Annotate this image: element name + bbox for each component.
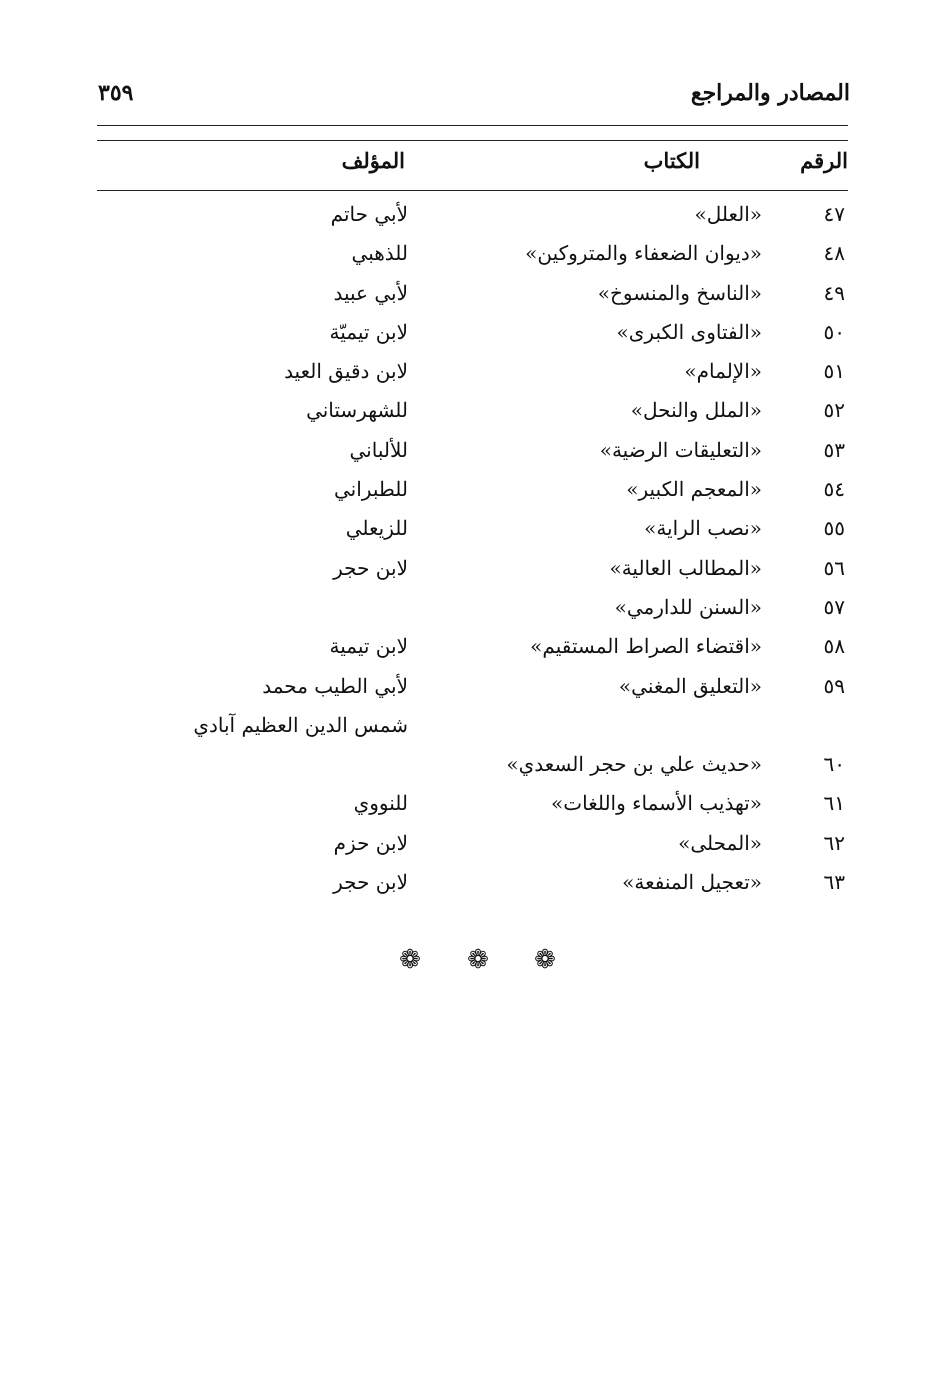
author-name [330,634,408,673]
author-name [331,202,408,241]
table-header-rule [97,190,848,191]
author-name [330,320,408,359]
row-number: ٦٣ [823,870,845,895]
row-number: ٥٨ [823,634,845,659]
book-title: «المعجم الكبير» [626,477,762,502]
book-title: «الفتاوى الكبرى» [616,319,762,344]
row-number: ٥١ [823,359,845,384]
author-name [354,791,408,830]
row-number: ٦١ [823,791,845,816]
table-row [97,473,848,512]
table-row [97,552,848,591]
table-row [97,237,848,276]
table-top-rule [97,140,848,141]
table-row [97,394,848,433]
author-name [333,556,408,595]
author-line: لابن حجر [333,555,408,580]
table-row [97,670,848,749]
row-number: ٥٧ [823,594,845,619]
book-title: «المطالب العالية» [609,555,762,580]
author-line: للزيعلي [345,516,408,541]
book-title: «نصب الراية» [644,516,762,541]
book-title: «ديوان الضعفاء والمتروكين» [525,241,762,266]
book-title: «السنن للدارمي» [614,594,762,619]
author-line: لأبي عبيد [333,280,408,305]
author-name [333,870,408,909]
row-number: ٥٥ [823,516,845,541]
author-line: لابن تيمية [329,634,408,659]
floral-ornament-icon: ❁ [534,945,556,975]
author-name [333,281,408,320]
row-number: ٤٩ [823,280,845,305]
author-name [350,438,409,477]
author-line: للطبراني [334,477,408,502]
column-header-author: المؤلف [341,148,405,173]
row-number: ٥٦ [823,555,845,580]
table-row [97,591,848,630]
column-header-number: الرقم [800,148,848,173]
row-number: ٥٢ [823,398,845,423]
table-row [97,198,848,237]
author-line: لأبي حاتم [330,202,408,226]
table-row [97,787,848,826]
table-row [97,748,848,787]
book-title: «الملل والنحل» [630,398,762,423]
row-number: ٥٩ [823,673,845,698]
book-title: «التعليقات الرضية» [599,437,762,462]
author-name [334,477,408,516]
table-row [97,512,848,551]
table-row [97,316,848,355]
author-line: لابن تيميّة [329,319,408,344]
author-name [334,831,408,870]
author-line: لابن حزم [333,830,408,855]
table-row [97,355,848,394]
author-name [193,674,408,753]
row-number: ٤٨ [823,241,845,266]
table-row [97,434,848,473]
author-line: للألباني [349,437,408,462]
author-line: للشهرستاني [306,398,408,423]
row-number: ٦٠ [823,752,845,777]
row-number: ٥٠ [823,319,845,344]
header-rule [97,125,848,126]
book-title: «الإلمام» [684,359,762,384]
author-line: للذهبي [351,241,408,266]
author-name [306,398,408,437]
book-title: «العلل» [694,202,762,226]
book-title: «اقتضاء الصراط المستقيم» [530,634,762,659]
author-line: لابن حجر [333,870,408,895]
book-title: «حديث علي بن حجر السعدي» [506,752,762,777]
author-name [352,241,408,280]
author-line: لابن دقيق العيد [284,359,408,384]
table-row [97,277,848,316]
floral-ornament-icon: ❁ [399,945,421,975]
table-row [97,866,848,905]
book-title: «الناسخ والمنسوخ» [597,280,762,305]
row-number: ٥٣ [823,437,845,462]
page-number: ٣٥٩ [98,80,134,106]
author-name [284,359,408,398]
column-header-book: الكتاب [643,148,700,173]
references-table [97,198,848,905]
author-name [346,516,408,555]
table-row [97,827,848,866]
book-title: «التعليق المغني» [618,673,762,698]
book-title: «تعجيل المنفعة» [622,870,762,895]
ornament-row [395,944,565,980]
table-row [97,630,848,669]
book-title: «تهذيب الأسماء واللغات» [551,791,762,816]
running-title: المصادر والمراجع [690,80,850,106]
row-number: ٦٢ [823,830,845,855]
author-line: شمس الدين العظيم آبادي [193,712,408,737]
row-number: ٥٤ [823,477,845,502]
row-number: ٤٧ [823,202,845,226]
author-line: لأبي الطيب محمد [262,673,408,698]
floral-ornament-icon: ❁ [467,945,489,975]
book-title: «المحلى» [678,830,762,855]
author-line: للنووي [353,791,408,816]
